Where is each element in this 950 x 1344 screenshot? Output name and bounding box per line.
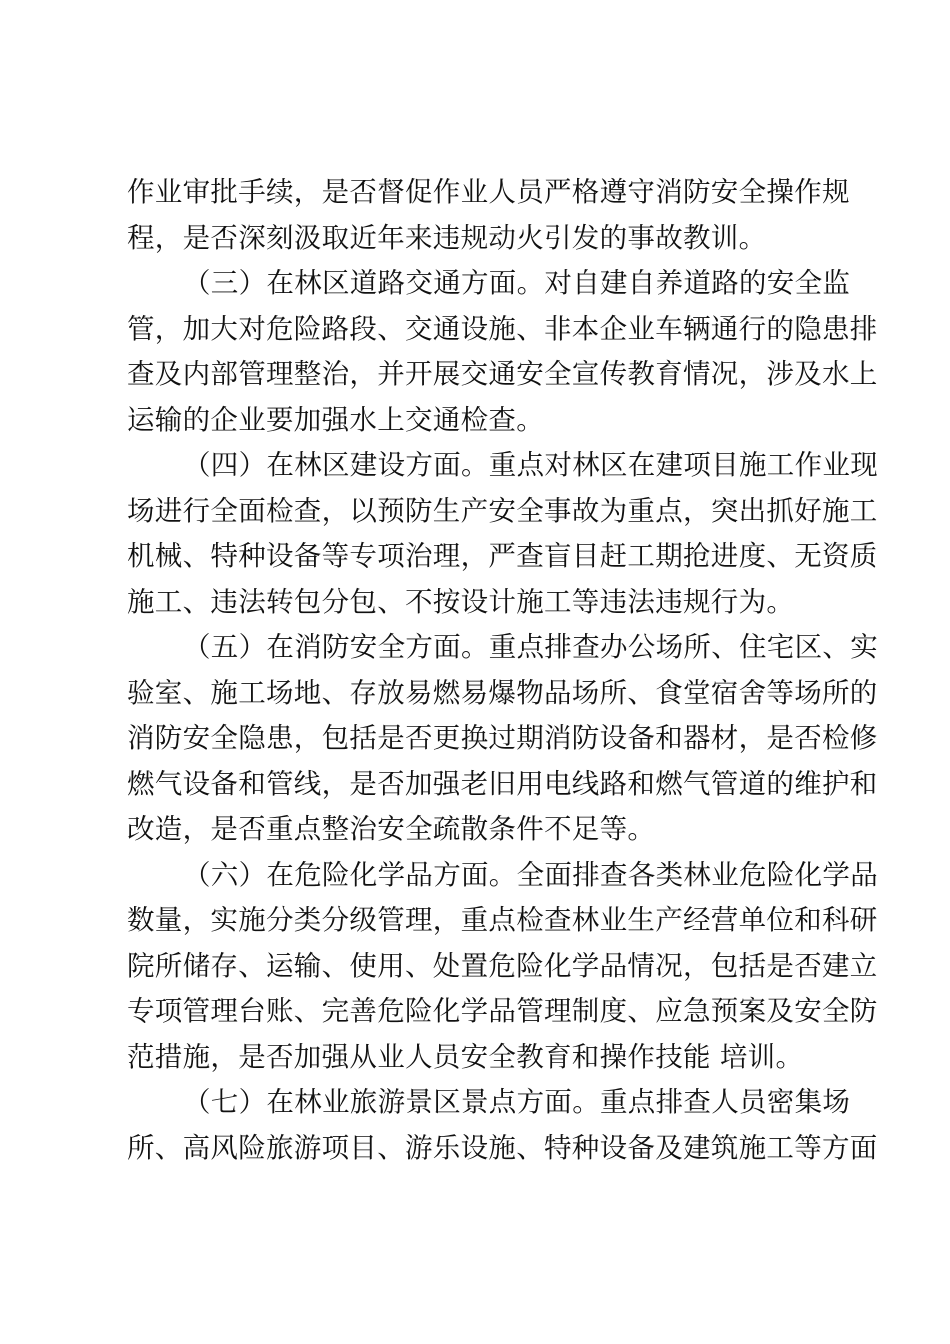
section-heading-line: （七）在林业旅游景区景点方面。重点排查人员密集场 xyxy=(183,1086,851,1118)
text-line: 验室、施工场地、存放易燃易爆物品场所、食堂宿舍等场所的 xyxy=(127,676,878,709)
text-line: 院所储存、运输、使用、处置危险化学品情况，包括是否建立 xyxy=(127,949,878,982)
text-line: 查及内部管理整治，并开展交通安全宣传教育情况，涉及水上 xyxy=(127,358,878,390)
section-heading-line: （六）在危险化学品方面。全面排查各类林业危险化学品 xyxy=(183,858,878,891)
text-line: 燃气设备和管线，是否加强老旧用电线路和燃气管道的维护和 xyxy=(127,767,878,800)
text-line: 管，加大对危险路段、交通设施、非本企业车辆通行的隐患排 xyxy=(127,312,878,345)
text-line: 运输的企业要加强水上交通检查。 xyxy=(127,403,544,436)
text-line: 数量，实施分类分级管理，重点检查林业生产经营单位和科研 xyxy=(127,904,878,936)
section-heading-line: （四）在林区建设方面。重点对林区在建项目施工作业现 xyxy=(183,449,878,481)
text-line: 施工、违法转包分包、不按设计施工等违法违规行为。 xyxy=(127,585,795,618)
section-heading-line: （五）在消防安全方面。重点排查办公场所、住宅区、实 xyxy=(183,631,878,663)
text-line: 消防安全隐患，包括是否更换过期消防设备和器材，是否检修 xyxy=(127,722,878,754)
text-line: 机械、特种设备等专项治理，严查盲目赶工期抢进度、无资质 xyxy=(127,540,878,572)
body-text xyxy=(127,170,878,1171)
text-line: 专项管理台账、完善危险化学品管理制度、应急预案及安全防 xyxy=(127,995,878,1027)
section-heading-line: （三）在林区道路交通方面。对自建自养道路的安全监 xyxy=(183,267,851,299)
text-line: 范措施，是否加强从业人员安全教育和操作技能 培训。 xyxy=(127,1040,804,1073)
text-line: 场进行全面检查，以预防生产安全事故为重点，突出抓好施工 xyxy=(127,494,878,527)
text-line: 改造，是否重点整治安全疏散条件不足等。 xyxy=(127,813,656,845)
text-line: 所、高风险旅游项目、游乐设施、特种设备及建筑施工等方面 xyxy=(127,1131,878,1164)
text-line: 作业审批手续，是否督促作业人员严格遵守消防安全操作规 xyxy=(127,176,850,208)
text-line: 程，是否深刻汲取近年来违规动火引发的事故教训。 xyxy=(127,221,767,254)
